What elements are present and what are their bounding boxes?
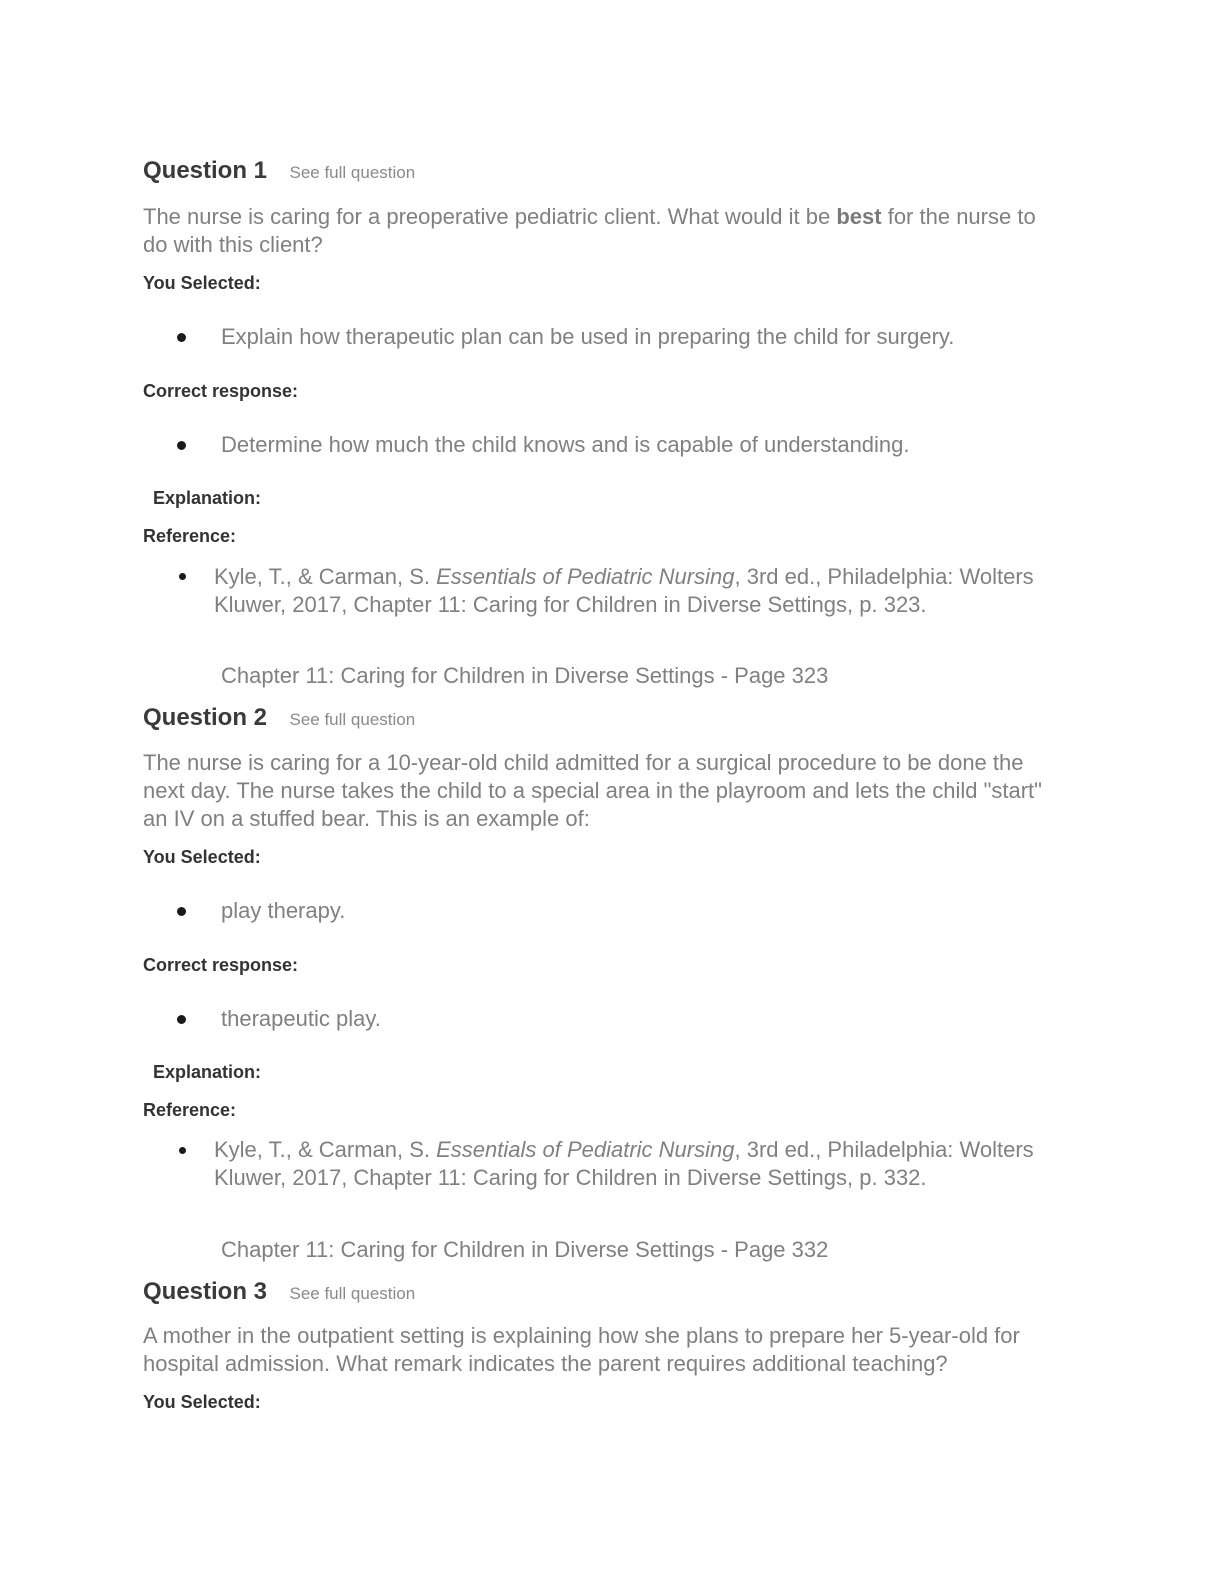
question-title: Question 2 — [143, 704, 268, 731]
selected-answer: play therapy. — [221, 898, 346, 923]
question-text: The nurse is caring for a 10-year-old child admitted for a surgical procedure to be done the next day. The nurse takes the child to a special area in the playroom and lets the child "start" an IV on a stuffed bear. This is an example of: — [143, 750, 1042, 831]
bullet-icon — [179, 573, 186, 580]
question-text — [143, 203, 1063, 259]
correct-response-label: Correct response: — [143, 381, 299, 401]
correct-response-label: Correct response: — [143, 955, 299, 975]
reference-label: Reference: — [143, 1100, 237, 1120]
ref-authors: Kyle, T., & Carman, S. — [214, 1137, 437, 1162]
question-title: Question 1 — [143, 157, 268, 184]
ref-book-title: Essentials of Pediatric Nursing — [436, 564, 735, 589]
question-header — [143, 1278, 415, 1306]
question-text-part: for the nurse to do with this client? — [143, 204, 1036, 257]
see-full-question-link[interactable]: See full question — [289, 710, 416, 729]
chapter-reference: Chapter 11: Caring for Children in Diverse Settings - Page 323 — [221, 663, 829, 688]
bullet-icon — [177, 1015, 186, 1024]
correct-answer: therapeutic play. — [221, 1006, 381, 1031]
question-text-part: The nurse is caring for a preoperative pediatric client. What would it be — [143, 204, 837, 229]
ref-authors: Kyle, T., & Carman, S. — [214, 564, 437, 589]
question-text-emphasis: best — [836, 204, 882, 229]
you-selected-label: You Selected: — [143, 847, 261, 867]
see-full-question-link[interactable]: See full question — [289, 1284, 416, 1303]
explanation-label: Explanation: — [153, 488, 262, 508]
reference-citation — [214, 563, 1044, 619]
see-full-question-link[interactable]: See full question — [289, 163, 416, 182]
you-selected-label: You Selected: — [143, 1392, 261, 1412]
ref-details: , 3rd ed., Philadelphia: Wolters Kluwer, 2017, Chapter 11: Caring for Children in Diverse Settings, p. 323. — [214, 564, 1034, 617]
question-text: A mother in the outpatient setting is explaining how she plans to prepare her 5-year-old for hospital admission. What remark indicates the parent requires additional teaching? — [143, 1323, 1020, 1376]
bullet-icon — [177, 907, 186, 916]
ref-book-title: Essentials of Pediatric Nursing — [436, 1137, 735, 1162]
bullet-icon — [179, 1147, 186, 1154]
question-header — [143, 157, 415, 185]
reference-citation — [214, 1136, 1044, 1192]
question-title: Question 3 — [143, 1278, 268, 1305]
bullet-icon — [177, 333, 186, 342]
correct-answer: Determine how much the child knows and is capable of understanding. — [221, 432, 910, 457]
ref-details: , 3rd ed., Philadelphia: Wolters Kluwer, 2017, Chapter 11: Caring for Children in Diverse Settings, p. 332. — [214, 1137, 1034, 1190]
reference-label: Reference: — [143, 526, 237, 546]
chapter-reference: Chapter 11: Caring for Children in Diverse Settings - Page 332 — [221, 1237, 829, 1262]
explanation-label: Explanation: — [153, 1062, 262, 1082]
bullet-icon — [177, 441, 186, 450]
question-header — [143, 704, 415, 732]
selected-answer: Explain how therapeutic plan can be used in preparing the child for surgery. — [221, 324, 955, 349]
you-selected-label: You Selected: — [143, 273, 261, 293]
